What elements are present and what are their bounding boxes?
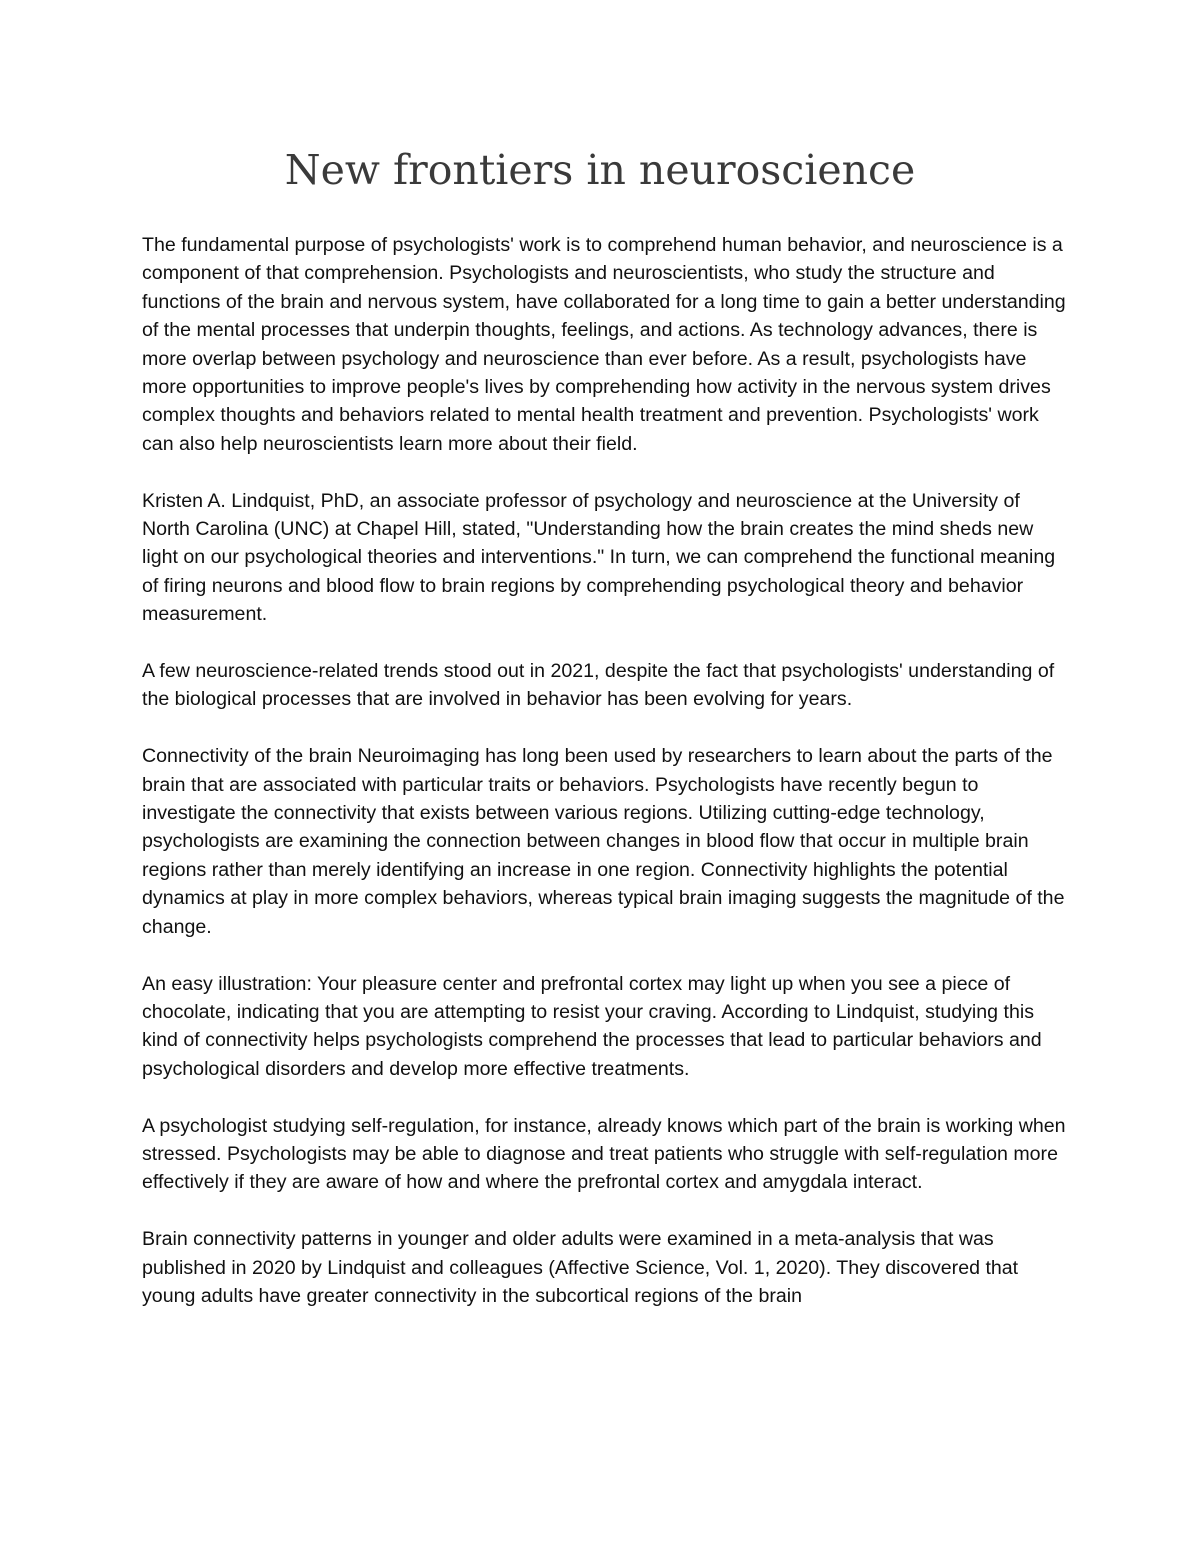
paragraph-meta-analysis: Brain connectivity patterns in younger and older adults were examined in a meta-analysis that was published in 2020 by Lindquist and colleagues (Affective Science, Vol. 1, 2020). They discovered that young adults have greater connectivity in the subcortical regions of the brain <box>142 1228 1019 1307</box>
paragraph-intro: The fundamental purpose of psychologists' work is to comprehend human behavior, and neuroscience is a component of that comprehension. Psychologists and neuroscientists, who study the structure and functions of the brain and nervous system, have collaborated for a long time to gain a better understanding of the mental processes that underpin thoughts, feelings, and actions. As technology advances, there is more overlap between psychology and neuroscience than ever before. As a result, psychologists have more opportunities to improve people's lives by comprehending how activity in the nervous system drives complex thoughts and behaviors related to mental health treatment and prevention. Psychologists' work can also help neuroscientists learn more about their field. <box>142 234 1066 455</box>
paragraph-self-regulation: A psychologist studying self-regulation, for instance, already knows which part of the brain is working when stressed. Psychologists may be able to diagnose and treat patients who struggle with self-regulation more effectively if they are aware of how and where the prefrontal cortex and amygdala interact. <box>142 1114 1066 1194</box>
paragraph-chocolate-illustration: An easy illustration: Your pleasure center and prefrontal cortex may light up when you see a piece of chocolate, indicating that you are attempting to resist your craving. According to Lindquist, studying this kind of connectivity helps psychologists comprehend the processes that lead to particular behaviors and psychological disorders and develop more effective treatments. <box>142 972 1042 1080</box>
document-title: New frontiers in neuroscience <box>284 146 916 194</box>
paragraph-trends-2021: A few neuroscience-related trends stood out in 2021, despite the fact that psychologists' understanding of the biological processes that are involved in behavior has been evolving for years. <box>142 660 1055 711</box>
paragraph-brain-connectivity: Connectivity of the brain Neuroimaging has long been used by researchers to learn about the parts of the brain that are associated with particular traits or behaviors. Psychologists have recently begun to investigate the connectivity that exists between various regions. Utilizing cutting-edge technology, psychologists are examining the connection between changes in blood flow that occur in multiple brain regions rather than merely identifying an increase in one region. Connectivity highlights the potential dynamics at play in more complex behaviors, whereas typical brain imaging suggests the magnitude of the change. <box>142 745 1065 938</box>
paragraph-lindquist-quote: Kristen A. Lindquist, PhD, an associate professor of psychology and neuroscience at the University of North Carolina (UNC) at Chapel Hill, stated, "Understanding how the brain creates the mind sheds new light on our psychological theories and interventions." In turn, we can comprehend the functional meaning of firing neurons and blood flow to brain regions by comprehending psychological theory and behavior measurement. <box>142 489 1056 626</box>
document-body <box>142 231 1067 1339</box>
